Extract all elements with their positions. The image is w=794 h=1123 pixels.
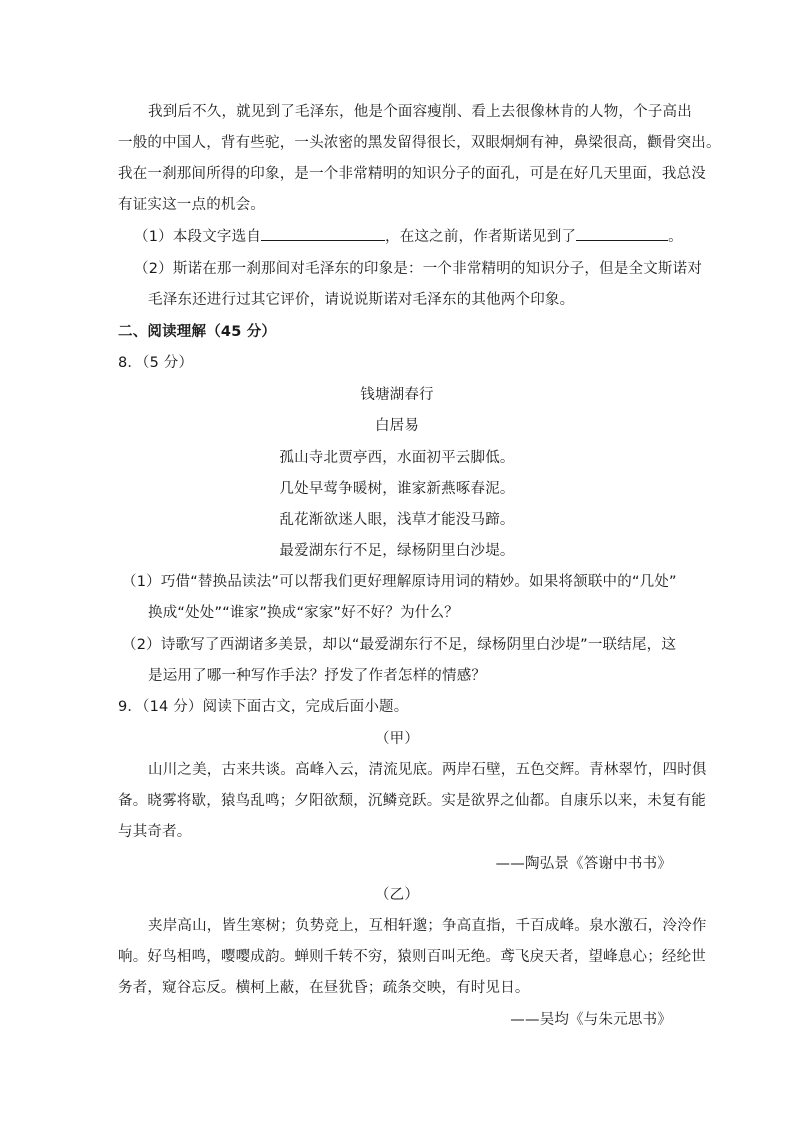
poem-line-3: 乱花渐欲迷人眼，浅草才能没马蹄。 [279,512,515,528]
poem-line-1: 孤山寺北贾亭西，水面初平云脚低。 [279,450,515,466]
q7-sub1-mid: ，在这之前，作者斯诺见到了 [385,229,577,245]
q7-sub1 [134,225,683,246]
passage-line-4: 有证实这一点的机会。 [118,197,265,213]
yi-line-1: 夹岸高山，皆生寒树；负势竞上，互相轩邈；争高直指，千百成峰。泉水激石，泠泠作 [148,918,707,934]
yi-heading: （乙） [374,887,420,903]
poem-line-4: 最爱湖东行不足，绿杨阴里白沙堤。 [279,543,515,559]
poem-line-2: 几处早莺争暖树，谁家新燕啄春泥。 [279,481,515,497]
passage-line-2: 一般的中国人，背有些驼，一头浓密的黑发留得很长，双眼炯炯有神，鼻梁很高，颧骨突出。 [118,135,721,151]
q8-sub2-line-2: 是运用了哪一种写作手法？抒发了作者怎样的情感？ [148,668,487,684]
jia-heading: （甲） [374,731,420,747]
answer-blank-1[interactable] [261,226,385,241]
yi-source: ——吴均《与朱元思书》 [510,1012,672,1028]
jia-source: ——陶弘景《答谢中书书》 [495,856,672,872]
q7-sub2-line-1: （2）斯诺在那一刹那间对毛泽东的印象是：一个非常精明的知识分子，但是全文斯诺对 [134,261,703,277]
section-heading: 二、阅读理解（45 分） [118,324,277,340]
jia-line-2: 备。晓雾将歇，猿鸟乱鸣；夕阳欲颓，沉鳞竞跃。实是欲界之仙都。自康乐以来，未复有能 [118,793,706,809]
q7-sub2-line-2: 毛泽东还进行过其它评价，请说说斯诺对毛泽东的其他两个印象。 [148,292,575,308]
q8-sub1-line-2: 换成“处处”“谁家”换成“家家”好不好？为什么？ [148,605,459,621]
q9-label: 9．（14 分）阅读下面古文，完成后面小题。 [118,699,409,715]
q8-sub1-line-1: （1）巧借“替换品读法”可以帮我们更好理解原诗用词的精妙。如果将颔联中的“几处” [122,574,677,590]
passage-line-3: 我在一刹那间所得的印象，是一个非常精明的知识分子的面孔，可是在好几天里面，我总没 [118,166,706,182]
q7-sub1-prefix: （1）本段文字选自 [134,229,262,245]
poem-title: 钱塘湖春行 [360,387,434,403]
answer-blank-2[interactable] [576,226,668,241]
jia-line-1: 山川之美，古来共谈。高峰入云，清流见底。两岸石壁，五色交辉。青林翠竹，四时俱 [148,762,707,778]
q8-sub2-line-1: （2）诗歌写了西湖诸多美景，却以“最爱湖东行不足，绿杨阴里白沙堤”一联结尾，这 [122,637,677,653]
yi-line-3: 务者，窥谷忘反。横柯上蔽，在昼犹昏；疏条交映，有时见日。 [118,980,530,996]
poem-author: 白居易 [374,418,420,434]
q7-sub1-end: 。 [668,229,683,245]
passage-line-1: 我到后不久，就见到了毛泽东，他是个面容瘦削、看上去很像林肯的人物，个子高出 [148,104,692,120]
q8-label: 8．（5 分） [118,355,194,371]
yi-line-2: 响。好鸟相鸣，嘤嘤成韵。蝉则千转不穷，猿则百叫无绝。鸢飞戾天者，望峰息心；经纶世 [118,949,706,965]
jia-line-3: 与其奇者。 [118,824,192,840]
